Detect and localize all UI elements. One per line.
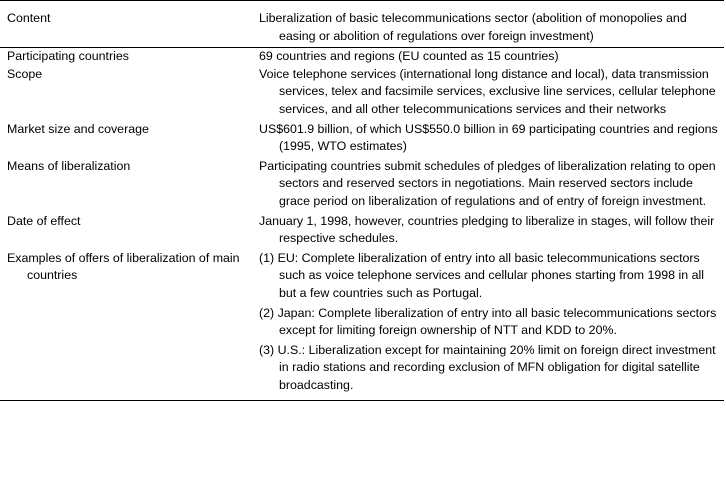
row-label-market-size <box>0 121 250 158</box>
row-label-text: Means of liberalization <box>7 158 131 173</box>
row-value-means <box>250 158 724 213</box>
offer-us: (3) U.S.: Liberalization except for maintaining 20% limit on foreign direct investment in radio stations and recording exclusion of MFN obligation for digital satellite broadcasting. <box>259 342 716 392</box>
row-value-participating-countries <box>250 48 724 66</box>
row-label-scope <box>0 66 250 121</box>
table-row <box>0 158 724 213</box>
row-label-text: Participating countries <box>7 49 129 64</box>
row-value-text: Voice telephone services (international long distance and local), data transmission services, telex and facsimile services, exclusive line services, cellular telephone services, and all other telecommunications services and their networks <box>259 66 716 116</box>
table-row <box>0 66 724 121</box>
row-label-examples <box>0 250 250 401</box>
header-value-text: Liberalization of basic telecommunications sector (abolition of monopolies and easing or abolition of regulations over foreign investment) <box>259 11 687 43</box>
table-row <box>0 213 724 250</box>
offer-japan: (2) Japan: Complete liberalization of entry into all basic telecommunications sectors except for limiting foreign ownership of NTT and KDD to 20%. <box>259 305 717 338</box>
row-value-market-size <box>250 121 724 158</box>
row-label-text: Market size and coverage <box>7 121 149 136</box>
table-row-examples <box>0 250 724 401</box>
header-label-text: Content <box>7 11 51 25</box>
row-label-participating-countries <box>0 48 250 66</box>
row-label-text: Scope <box>7 66 43 81</box>
row-value-text: 69 countries and regions (EU counted as 15 countries) <box>259 49 559 64</box>
table-row <box>0 121 724 158</box>
row-value-date-of-effect <box>250 213 724 250</box>
row-value-examples <box>250 250 724 401</box>
row-value-text: January 1, 1998, however, countries pledging to liberalize in stages, will follow their respective schedules. <box>259 213 715 246</box>
header-value <box>250 1 724 48</box>
row-label-text: Date of effect <box>7 213 81 228</box>
header-label <box>0 1 250 48</box>
offer-eu: (1) EU: Complete liberalization of entry into all basic telecommunications sectors such as voice telephone services and cellular phones starting from 1998 in all but a few countries such as Portugal. <box>259 250 704 300</box>
row-value-text: Participating countries submit schedules of pledges of liberalization relating to open sectors and reserved sectors in negotiations. Main reserved sectors include grace period on liberalization of regulations and of entry of foreign investment. <box>259 158 716 208</box>
row-label-text: Examples of offers of liberalization of main countries <box>7 250 240 283</box>
row-value-text: US$601.9 billion, of which US$550.0 billion in 69 participating countries and regions (1995, WTO estimates) <box>259 121 718 154</box>
row-label-means <box>0 158 250 213</box>
row-value-scope <box>250 66 724 121</box>
row-label-date-of-effect <box>0 213 250 250</box>
table-header-row <box>0 1 724 48</box>
table-row <box>0 48 724 66</box>
